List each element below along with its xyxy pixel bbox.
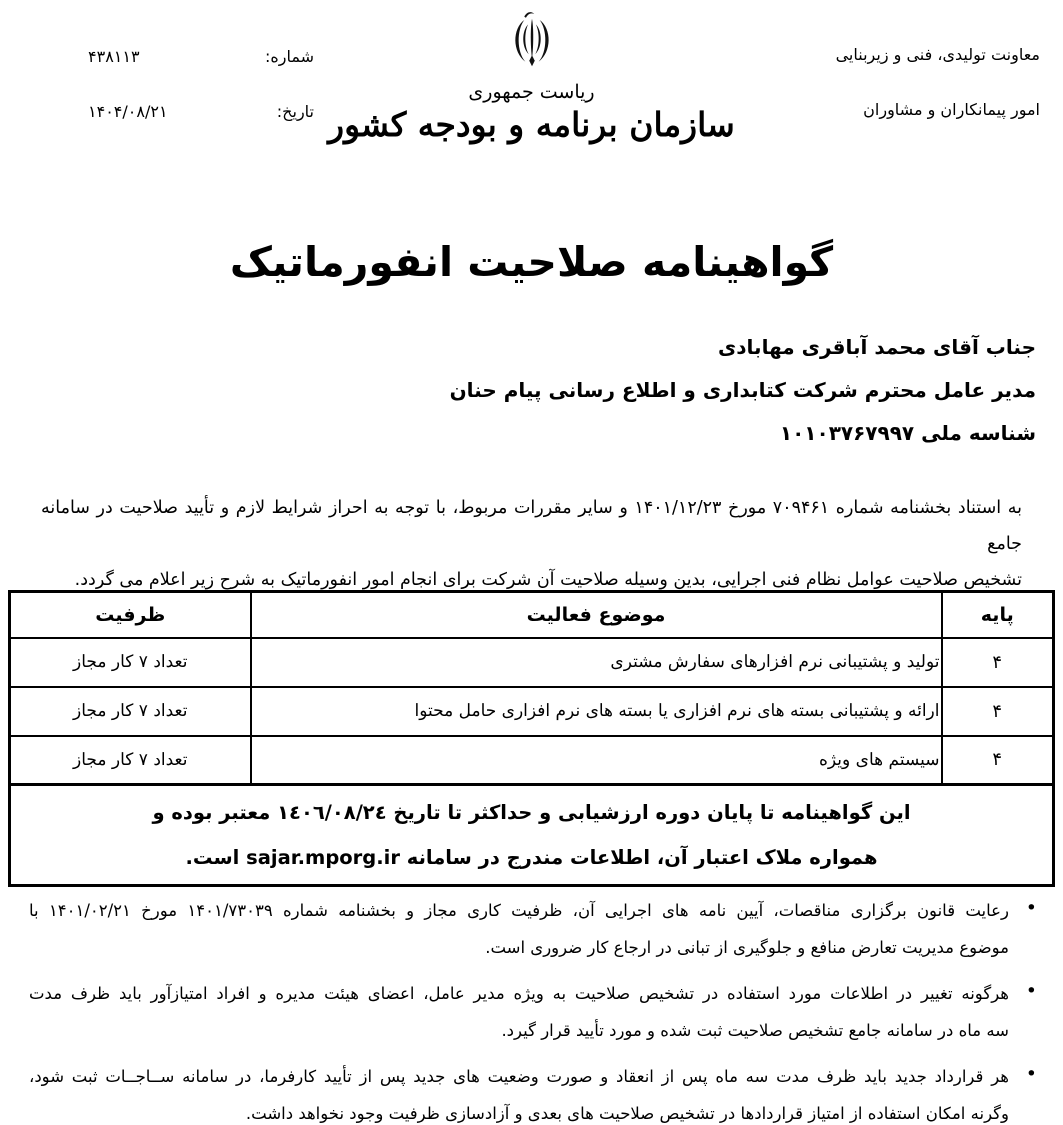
qualification-table (8, 590, 1055, 887)
validity-line-1: این گواهینامه تا پایان دوره ارزشیابی و حداکثر تا تاریخ ١٤٠٦/٠٨/٢٤ معتبر بوده و (152, 801, 911, 824)
organization-name: سازمان برنامه و بودجه کشور (328, 105, 735, 144)
notes-list (29, 892, 1039, 1125)
bullet-icon: • (1025, 980, 1037, 1002)
list-item (29, 1058, 1039, 1125)
table-row (10, 687, 1054, 736)
capacity-cell: تعداد ۷ کار مجاز (10, 638, 251, 687)
column-header-activity: موضوع فعالیت (251, 592, 942, 638)
column-header-grade: پایه (942, 592, 1054, 638)
note-line-1: هر قرارداد جدید باید ظرف مدت سه ماه پس از انعقاد و صورت وضعیت های جدید پس از تأیید کارفرما، در سامانه ســاجــات ثبت شود، (29, 1067, 1009, 1086)
addressee-block (450, 326, 1036, 455)
letter-date-label: تاریخ: (276, 102, 314, 121)
affairs-name: امور پیمانکاران و مشاوران (863, 100, 1040, 119)
grade-cell: ۴ (942, 687, 1054, 736)
intro-line-1: به استناد بخشنامه شماره ۷۰۹۴۶۱ مورخ ۱۴۰۱/۱۲/۲۳ و سایر مقررات مربوط، با توجه به احراز شرایط لازم و تأیید صلاحیت در سامانه جامع (41, 498, 1022, 554)
note-line-2: موضوع مدیریت تعارض منافع و جلوگیری از تبانی در ارجاع کار ضروری است. (485, 938, 1009, 957)
bullet-icon: • (1025, 897, 1037, 919)
bullet-icon: • (1025, 1063, 1037, 1085)
list-item (29, 892, 1039, 966)
grade-cell: ۴ (942, 638, 1054, 687)
grade-cell: ۴ (942, 736, 1054, 785)
capacity-cell: تعداد ۷ کار مجاز (10, 687, 251, 736)
addressee-role-company: مدیر عامل محترم شرکت کتابداری و اطلاع رسانی پیام حنان (449, 378, 1036, 402)
intro-line-2: تشخیص صلاحیت عوامل نظام فنی اجرایی، بدین وسیله صلاحیت آن شرکت برای انجام امور انفورماتیک به شرح زیر اعلام می گردد. (74, 570, 1022, 590)
note-line-1: هرگونه تغییر در اطلاعات مورد استفاده در تشخیص صلاحیت به ویژه مدیر عامل، اعضای هیئت مدیره و افراد امتیازآور باید ظرف مدت (29, 984, 1009, 1003)
validity-line-2: همواره ملاک اعتبار آن، اطلاعات مندرج در سامانه sajar.mporg.ir است. (185, 846, 878, 869)
letter-date-value: ۱۴۰۴/۰۸/۲۱ (88, 102, 168, 121)
table-row (10, 736, 1054, 785)
addressee-person: جناب آقای محمد آباقری مهابادی (717, 335, 1036, 359)
table-header-row (10, 592, 1054, 638)
addressee-national-id: شناسه ملی ۱۰۱۰۳۷۶۷۹۹۷ (779, 421, 1036, 445)
presidency-caption: ریاست جمهوری (468, 81, 595, 103)
note-line-1: رعایت قانون برگزاری مناقصات، آیین نامه های اجرایی آن، ظرفیت کاری مجاز و بخشنامه شماره ۱۴۰۱/۷۳۰۳۹ مورخ ۱۴۰۱/۰۲/۲۱ با (29, 901, 1009, 920)
validity-row (10, 785, 1054, 886)
activity-cell: سیستم های ویژه (251, 736, 942, 785)
letter-number-value: ۴۳۸۱۱۳ (88, 47, 140, 66)
activity-cell: ارائه و پشتیبانی بسته های نرم افزاری یا بسته های نرم افزاری حامل محتوا (251, 687, 942, 736)
list-item (29, 975, 1039, 1049)
iran-national-emblem-icon (499, 6, 565, 78)
activity-cell: تولید و پشتیبانی نرم افزارهای سفارش مشتری (251, 638, 942, 687)
page-title: گواهینامه صلاحیت انفورماتیک (229, 238, 834, 286)
validity-statement (10, 785, 1054, 886)
deputy-name: معاونت تولیدی، فنی و زیربنایی (835, 45, 1040, 64)
capacity-cell: تعداد ۷ کار مجاز (10, 736, 251, 785)
letter-number-label: شماره: (264, 47, 314, 66)
intro-paragraph (41, 490, 1022, 598)
note-line-2: سه ماه در سامانه جامع تشخیص صلاحیت ثبت شده و مورد تأیید قرار گیرد. (501, 1021, 1009, 1040)
column-header-capacity: ظرفیت (10, 592, 251, 638)
note-line-2: وگرنه امکان استفاده از امتیاز قراردادها در تشخیص صلاحیت های بعدی و آزادسازی ظرفیت وجود نخواهد داشت. (245, 1104, 1009, 1123)
table-row (10, 638, 1054, 687)
letterhead-center (0, 6, 1063, 144)
